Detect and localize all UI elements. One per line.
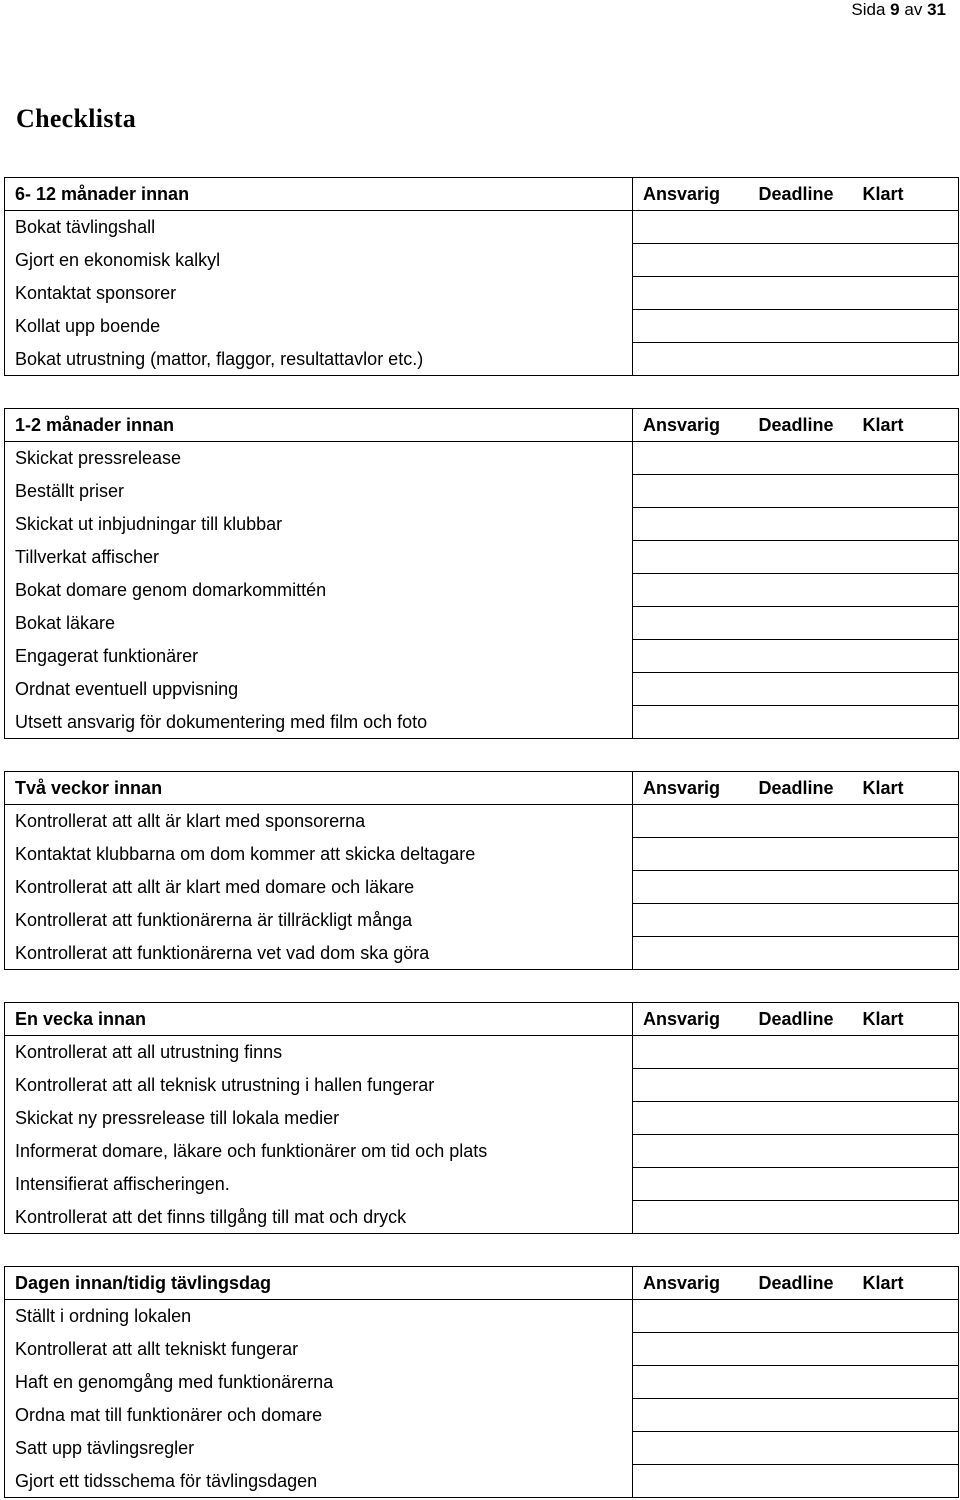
deadline-cell[interactable] (749, 541, 853, 574)
task-label: Kontrollerat att funktionärerna vet vad dom ska göra (5, 937, 633, 970)
deadline-cell[interactable] (749, 607, 853, 640)
ansvarig-cell[interactable] (633, 277, 749, 310)
table-row (5, 211, 959, 244)
task-label: Informerat domare, läkare och funktionärer om tid och plats (5, 1135, 633, 1168)
task-label: Skickat pressrelease (5, 442, 633, 475)
ansvarig-cell[interactable] (633, 904, 749, 937)
klart-cell[interactable] (853, 937, 959, 970)
ansvarig-cell[interactable] (633, 1399, 749, 1432)
table-row (5, 937, 959, 970)
task-label: Ordna mat till funktionärer och domare (5, 1399, 633, 1432)
column-header-deadline: Deadline (749, 1003, 853, 1036)
page-title: Checklista (16, 104, 136, 133)
checklist-header-row (5, 1003, 959, 1036)
ansvarig-cell[interactable] (633, 706, 749, 739)
deadline-cell[interactable] (749, 244, 853, 277)
table-row (5, 343, 959, 376)
deadline-cell[interactable] (749, 1168, 853, 1201)
deadline-cell[interactable] (749, 805, 853, 838)
column-header-klart: Klart (853, 1267, 959, 1300)
checklist-header-row (5, 1267, 959, 1300)
klart-cell[interactable] (853, 541, 959, 574)
table-row (5, 277, 959, 310)
ansvarig-cell[interactable] (633, 1135, 749, 1168)
table-row (5, 1399, 959, 1432)
table-row (5, 541, 959, 574)
deadline-cell[interactable] (749, 442, 853, 475)
klart-cell[interactable] (853, 673, 959, 706)
table-row (5, 1201, 959, 1234)
klart-cell[interactable] (853, 1399, 959, 1432)
task-label: Kontaktat klubbarna om dom kommer att skicka deltagare (5, 838, 633, 871)
deadline-cell[interactable] (749, 673, 853, 706)
checklist-table (4, 1002, 959, 1234)
ansvarig-cell[interactable] (633, 871, 749, 904)
klart-cell[interactable] (853, 277, 959, 310)
column-header-klart: Klart (853, 1003, 959, 1036)
checklist-table (4, 771, 959, 970)
table-row (5, 508, 959, 541)
task-label: Kontrollerat att all utrustning finns (5, 1036, 633, 1069)
task-label: Kontrollerat att funktionärerna är tillräckligt många (5, 904, 633, 937)
klart-cell[interactable] (853, 1102, 959, 1135)
table-row (5, 706, 959, 739)
deadline-cell[interactable] (749, 904, 853, 937)
ansvarig-cell[interactable] (633, 607, 749, 640)
column-header-klart: Klart (853, 178, 959, 211)
task-label: Kontaktat sponsorer (5, 277, 633, 310)
task-label: Kontrollerat att allt är klart med domare och läkare (5, 871, 633, 904)
table-row (5, 1366, 959, 1399)
ansvarig-cell[interactable] (633, 211, 749, 244)
table-row (5, 1036, 959, 1069)
ansvarig-cell[interactable] (633, 838, 749, 871)
klart-cell[interactable] (853, 838, 959, 871)
ansvarig-cell[interactable] (633, 541, 749, 574)
ansvarig-cell[interactable] (633, 1432, 749, 1465)
table-row (5, 1168, 959, 1201)
klart-cell[interactable] (853, 244, 959, 277)
task-label: Bokat domare genom domarkommittén (5, 574, 633, 607)
table-row (5, 607, 959, 640)
task-label: Beställt priser (5, 475, 633, 508)
section-heading: En vecka innan (5, 1003, 633, 1036)
task-label: Gjort en ekonomisk kalkyl (5, 244, 633, 277)
column-header-ansvarig: Ansvarig (633, 772, 749, 805)
task-label: Skickat ut inbjudningar till klubbar (5, 508, 633, 541)
deadline-cell[interactable] (749, 1465, 853, 1498)
section-heading: Dagen innan/tidig tävlingsdag (5, 1267, 633, 1300)
column-header-ansvarig: Ansvarig (633, 1003, 749, 1036)
table-row (5, 310, 959, 343)
section-heading: Två veckor innan (5, 772, 633, 805)
klart-cell[interactable] (853, 475, 959, 508)
table-row (5, 871, 959, 904)
task-label: Ställt i ordning lokalen (5, 1300, 633, 1333)
task-label: Kontrollerat att det finns tillgång till mat och dryck (5, 1201, 633, 1234)
page-number (851, 0, 946, 20)
klart-cell[interactable] (853, 1201, 959, 1234)
checklist-table (4, 408, 959, 739)
ansvarig-cell[interactable] (633, 805, 749, 838)
checklist-table (4, 177, 959, 376)
column-header-ansvarig: Ansvarig (633, 409, 749, 442)
klart-cell[interactable] (853, 640, 959, 673)
page-number-total: 31 (927, 0, 946, 19)
klart-cell[interactable] (853, 1366, 959, 1399)
deadline-cell[interactable] (749, 1432, 853, 1465)
deadline-cell[interactable] (749, 211, 853, 244)
task-label: Utsett ansvarig för dokumentering med film och foto (5, 706, 633, 739)
ansvarig-cell[interactable] (633, 1069, 749, 1102)
deadline-cell[interactable] (749, 1399, 853, 1432)
column-header-deadline: Deadline (749, 178, 853, 211)
task-label: Kollat upp boende (5, 310, 633, 343)
klart-cell[interactable] (853, 310, 959, 343)
table-row (5, 442, 959, 475)
table-row (5, 475, 959, 508)
ansvarig-cell[interactable] (633, 343, 749, 376)
task-label: Ordnat eventuell uppvisning (5, 673, 633, 706)
table-row (5, 838, 959, 871)
task-label: Kontrollerat att all teknisk utrustning i hallen fungerar (5, 1069, 633, 1102)
klart-cell[interactable] (853, 574, 959, 607)
ansvarig-cell[interactable] (633, 640, 749, 673)
deadline-cell[interactable] (749, 640, 853, 673)
table-row (5, 904, 959, 937)
klart-cell[interactable] (853, 1069, 959, 1102)
klart-cell[interactable] (853, 871, 959, 904)
deadline-cell[interactable] (749, 838, 853, 871)
deadline-cell[interactable] (749, 706, 853, 739)
section-heading: 1-2 månader innan (5, 409, 633, 442)
table-row (5, 1069, 959, 1102)
page-number-of: av (904, 0, 923, 19)
checklist-header-row (5, 178, 959, 211)
ansvarig-cell[interactable] (633, 1465, 749, 1498)
ansvarig-cell[interactable] (633, 244, 749, 277)
ansvarig-cell[interactable] (633, 937, 749, 970)
table-row (5, 244, 959, 277)
deadline-cell[interactable] (749, 277, 853, 310)
klart-cell[interactable] (853, 1036, 959, 1069)
table-row (5, 1300, 959, 1333)
deadline-cell[interactable] (749, 1036, 853, 1069)
task-label: Haft en genomgång med funktionärerna (5, 1366, 633, 1399)
klart-cell[interactable] (853, 211, 959, 244)
task-label: Satt upp tävlingsregler (5, 1432, 633, 1465)
ansvarig-cell[interactable] (633, 310, 749, 343)
table-row (5, 574, 959, 607)
table-row (5, 805, 959, 838)
deadline-cell[interactable] (749, 574, 853, 607)
page-number-prefix: Sida (851, 0, 886, 19)
task-label: Intensifierat affischeringen. (5, 1168, 633, 1201)
ansvarig-cell[interactable] (633, 1168, 749, 1201)
ansvarig-cell[interactable] (633, 442, 749, 475)
task-label: Kontrollerat att allt är klart med sponsorerna (5, 805, 633, 838)
klart-cell[interactable] (853, 805, 959, 838)
deadline-cell[interactable] (749, 1300, 853, 1333)
ansvarig-cell[interactable] (633, 1036, 749, 1069)
task-label: Tillverkat affischer (5, 541, 633, 574)
deadline-cell[interactable] (749, 1102, 853, 1135)
klart-cell[interactable] (853, 706, 959, 739)
klart-cell[interactable] (853, 442, 959, 475)
klart-cell[interactable] (853, 343, 959, 376)
deadline-cell[interactable] (749, 310, 853, 343)
klart-cell[interactable] (853, 1432, 959, 1465)
checklist-header-row (5, 772, 959, 805)
table-row (5, 1333, 959, 1366)
column-header-ansvarig: Ansvarig (633, 1267, 749, 1300)
deadline-cell[interactable] (749, 1366, 853, 1399)
section-heading: 6- 12 månader innan (5, 178, 633, 211)
deadline-cell[interactable] (749, 1135, 853, 1168)
page-number-current: 9 (890, 0, 900, 19)
ansvarig-cell[interactable] (633, 1300, 749, 1333)
ansvarig-cell[interactable] (633, 574, 749, 607)
deadline-cell[interactable] (749, 871, 853, 904)
deadline-cell[interactable] (749, 508, 853, 541)
task-label: Kontrollerat att allt tekniskt fungerar (5, 1333, 633, 1366)
task-label: Skickat ny pressrelease till lokala medier (5, 1102, 633, 1135)
ansvarig-cell[interactable] (633, 1333, 749, 1366)
column-header-deadline: Deadline (749, 409, 853, 442)
column-header-klart: Klart (853, 409, 959, 442)
table-row (5, 673, 959, 706)
ansvarig-cell[interactable] (633, 475, 749, 508)
task-label: Engagerat funktionärer (5, 640, 633, 673)
klart-cell[interactable] (853, 1333, 959, 1366)
deadline-cell[interactable] (749, 475, 853, 508)
column-header-ansvarig: Ansvarig (633, 178, 749, 211)
checklist-table (4, 1266, 959, 1498)
klart-cell[interactable] (853, 904, 959, 937)
deadline-cell[interactable] (749, 343, 853, 376)
klart-cell[interactable] (853, 1135, 959, 1168)
task-label: Bokat tävlingshall (5, 211, 633, 244)
column-header-klart: Klart (853, 772, 959, 805)
ansvarig-cell[interactable] (633, 1201, 749, 1234)
klart-cell[interactable] (853, 1465, 959, 1498)
deadline-cell[interactable] (749, 1069, 853, 1102)
table-row (5, 1102, 959, 1135)
klart-cell[interactable] (853, 1168, 959, 1201)
task-label: Gjort ett tidsschema för tävlingsdagen (5, 1465, 633, 1498)
column-header-deadline: Deadline (749, 1267, 853, 1300)
ansvarig-cell[interactable] (633, 1102, 749, 1135)
task-label: Bokat läkare (5, 607, 633, 640)
table-row (5, 640, 959, 673)
ansvarig-cell[interactable] (633, 673, 749, 706)
deadline-cell[interactable] (749, 1201, 853, 1234)
ansvarig-cell[interactable] (633, 1366, 749, 1399)
table-row (5, 1432, 959, 1465)
table-row (5, 1135, 959, 1168)
klart-cell[interactable] (853, 508, 959, 541)
table-row (5, 1465, 959, 1498)
task-label: Bokat utrustning (mattor, flaggor, resultattavlor etc.) (5, 343, 633, 376)
deadline-cell[interactable] (749, 1333, 853, 1366)
klart-cell[interactable] (853, 1300, 959, 1333)
deadline-cell[interactable] (749, 937, 853, 970)
ansvarig-cell[interactable] (633, 508, 749, 541)
klart-cell[interactable] (853, 607, 959, 640)
column-header-deadline: Deadline (749, 772, 853, 805)
checklist-header-row (5, 409, 959, 442)
